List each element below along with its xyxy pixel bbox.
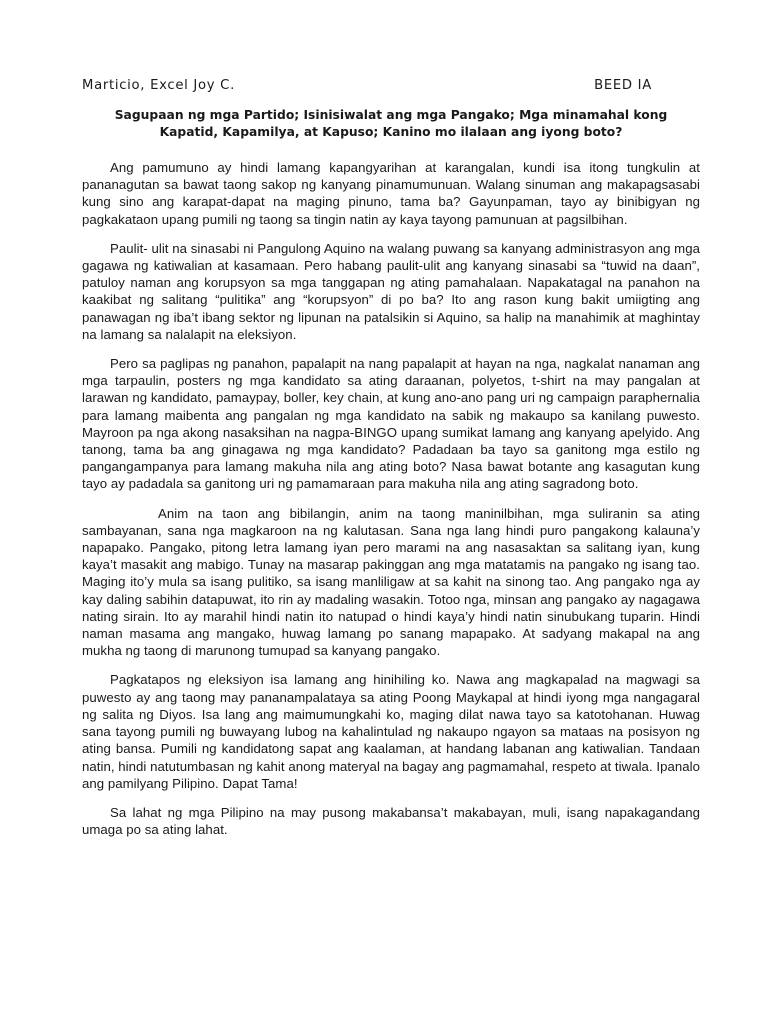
essay-title: Sagupaan ng mga Partido; Isinisiwalat ang mga Pangako; Mga minamahal kong Kapatid, Kapamilya, at Kapuso; Kanino mo ilalaan ang iyong boto?: [114, 108, 668, 139]
author-name: Marticio, Excel Joy C.: [82, 78, 235, 93]
paragraph-5: Pagkatapos ng eleksiyon isa lamang ang hinihiling ko. Nawa ang magkapalad na magwagi sa puwesto ay ang taong may pananampalataya sa ating Poong Maykapal at hindi iyong mga nangagaral ng salita ng Diyos. Isa lang ang maimumungkahi ko, maging dilat nawa tayo sa katotohanan. Huwag sana tayong pumili ng buwayang lubog na kahalintulad ng nakaupo ngayon sa mataas na posisyon ng ating bansa. Pumili ng kandidatong sapat ang kaalaman, at handang labanan ang katiwalian. Tandaan natin, hindi natutumbasan ng kahit anong materyal na bagay ang pagmamahal, respeto at tiwala. Ipanalo ang pamilyang Pilipino. Dapat Tama!: [82, 672, 700, 791]
paragraph-6: Sa lahat ng mga Pilipino na may pusong makabansa’t makabayan, muli, isang napakagandang umaga po sa ating lahat.: [82, 804, 700, 838]
course-section: BEED IA: [594, 78, 652, 93]
document-header: [82, 78, 700, 93]
paragraph-2: Paulit- ulit na sinasabi ni Pangulong Aquino na walang puwang sa kanyang administrasyon ang mga gagawa ng katiwalian at kasamaan. Pero habang paulit-ulit ang kanyang sinasabi sa “tuwid na daan”, patuloy naman ang korupsyon sa mga tanggapan ng ating pamahalaan. Napakatagal na panahon na kaakibat ng salitang “pulitika” ang “korupsyon” di po ba? Ito ang rason kung bakit umiigting ang panawagan ng iba’t ibang sektor ng lipunan na patalsikin si Aquino, sa halip na manahimik at maghintay na lamang sa nalalapit na eleksiyon.: [82, 240, 700, 342]
paragraph-1: Ang pamumuno ay hindi lamang kapangyarihan at karangalan, kundi isa itong tungkulin at pananagutan sa bawat taong sakop ng kanyang pinamumunuan. Walang sinuman ang makapagsasabi kung sino ang karapat-dapat na maging pinuno, tama ba? Gayunpaman, tayo ay binibigyan ng pagkakataon upang pumili ng taong sa tingin natin ay kaya tayong pamunuan at pagsilbihan.: [82, 160, 700, 227]
document-page: [82, 78, 700, 850]
paragraph-4: Anim na taon ang bibilangin, anim na taong maninilbihan, mga suliranin sa ating sambayanan, sana nga magkaroon na ng kalutasan. Sana nga lang hindi puro pangakong kalauna’y napapako. Pangako, pitong letra lamang iyan pero marami na ang nasasaktan sa salitang iyan, kung kaya’t masakit ang mabigo. Tunay na masarap pakinggan ang mga matatamis na pangako ng isang tao. Maging ito’y mula sa isang pulitiko, sa isang manliligaw at sa kahit na sinong tao. Ang pangako nga ay kay daling sabihin datapuwat, ito rin ay madaling wasakin. Totoo nga, minsan ang pangako ay nagagawa nating sirain. Ito ay marahil hindi natin ito natupad o hindi kaya’y hindi natin sinubukang tuparin. Hindi naman masama ang mangako, huwag lamang po sanang mapapako. At sadyang makapal na ang mukha ng taong di marunong tumupad sa kanyang pangako.: [82, 505, 700, 659]
paragraph-3: Pero sa paglipas ng panahon, papalapit na nang papalapit at hayan na nga, nagkalat nanaman ang mga tarpaulin, posters ng mga kandidato sa ating daraanan, polyetos, t-shirt na may pangalan at larawan ng kandidato, pamaypay, boller, key chain, at kung ano-ano pang uri ng campaign paraphernalia para lamang maibenta ang pangalan ng mga kandidato na sabik ng makaupo sa kanilang puwesto. Mayroon pa nga akong nasaksihan na nagpa-BINGO upang sumikat lamang ang kanyang apelyido. Ang tanong, tama ba ang ginagawa ng mga kandidato? Padadaan ba tayo sa ganitong mga estilo ng pangangampanya para lamang makuha nila ang ating boto? Nasa bawat botante ang kasagutan kung tayo ay padadala sa ganitong uri ng pamamaraan para makuha nila ang ating sagradong boto.: [82, 356, 700, 492]
